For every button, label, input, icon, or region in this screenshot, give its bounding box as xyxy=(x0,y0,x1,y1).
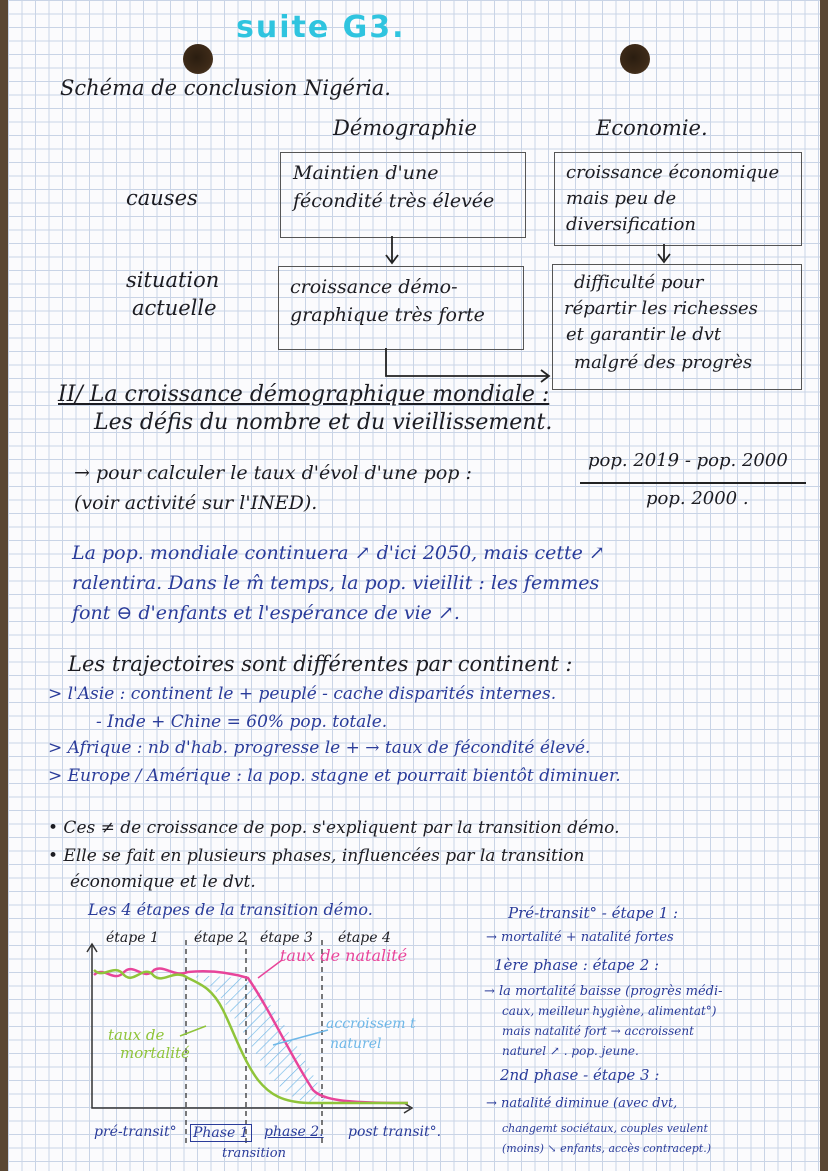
notebook-page xyxy=(8,0,820,1171)
death-rate-label-1: taux de xyxy=(108,1026,165,1044)
formula-denominator: pop. 2000 . xyxy=(646,488,749,509)
note-10: changemt sociétaux, couples veulent xyxy=(502,1122,708,1135)
death-pointer xyxy=(180,1026,206,1036)
eco-cause-line-1: croissance économique xyxy=(566,162,780,183)
page-header: suite G3. xyxy=(236,10,406,45)
eco-cause-line-3: diversification xyxy=(566,214,696,235)
bullet-2-continued: économique et le dvt. xyxy=(70,872,256,892)
trajectory-europe: > Europe / Amérique : la pop. stagne et pourrait bientôt diminuer. xyxy=(48,766,621,786)
trajectory-africa: > Afrique : nb d'hab. progresse le + → taux de fécondité élevé. xyxy=(48,738,591,758)
note-2: → mortalité + natalité fortes xyxy=(486,930,674,945)
eco-situation-line-4: malgré des progrès xyxy=(574,352,753,373)
eco-situation-line-1: difficulté pour xyxy=(574,272,704,293)
note-8: 2nd phase - étape 3 : xyxy=(500,1066,660,1084)
growth-label-1: accroissem t xyxy=(326,1016,416,1032)
bottom-label-post: post transit°. xyxy=(348,1124,442,1140)
eco-situation-line-3: et garantir le dvt xyxy=(566,324,722,345)
col-economy: Economie. xyxy=(596,116,708,140)
note-11: (moins) ↘ enfants, accès contracept.) xyxy=(502,1142,712,1155)
bottom-label-phase2: phase 2. xyxy=(264,1124,324,1140)
row-situation-2: actuelle xyxy=(132,296,217,320)
bottom-label-phase1: Phase 1 xyxy=(190,1124,252,1142)
demo-situation-line-1: croissance démo- xyxy=(290,276,458,298)
trajectory-asia: > l'Asie : continent le + peuplé - cache disparités internes. xyxy=(48,684,557,704)
note-3: 1ère phase : étape 2 : xyxy=(494,956,660,974)
birth-rate-label: taux de natalité xyxy=(280,946,408,965)
death-rate-label-2: mortalité xyxy=(120,1044,190,1062)
paragraph1-line-3: font ⊖ d'enfants et l'espérance de vie ↗. xyxy=(72,602,460,624)
transition-label: transition xyxy=(222,1146,286,1161)
formula-line-2: (voir activité sur l'INED). xyxy=(74,492,318,514)
formula-numerator: pop. 2019 - pop. 2000 xyxy=(588,450,788,471)
growth-label-2: naturel xyxy=(330,1036,382,1052)
stage-label-2: étape 2 xyxy=(194,930,247,946)
note-5: caux, meilleur hygiène, alimentat°) xyxy=(502,1004,717,1018)
row-situation-1: situation xyxy=(126,268,220,292)
stage-label-4: étape 4 xyxy=(338,930,391,946)
stage-label-1: étape 1 xyxy=(106,930,159,946)
section2-subtitle: Les défis du nombre et du vieillissement. xyxy=(94,410,553,435)
stage-label-3: étape 3 xyxy=(260,930,313,946)
note-4: → la mortalité baisse (progrès médi- xyxy=(484,984,723,999)
note-6: mais natalité fort → accroissent xyxy=(502,1024,694,1038)
paragraph1-line-1: La pop. mondiale continuera ↗ d'ici 2050, mais cette ↗ xyxy=(72,542,605,564)
note-1: Pré-transit° - étape 1 : xyxy=(508,904,679,922)
demo-situation-line-2: graphique très forte xyxy=(290,304,485,326)
col-demography: Démographie xyxy=(333,116,477,140)
note-9: → natalité diminue (avec dvt, xyxy=(486,1096,678,1111)
demo-cause-line-2: fécondité très élevée xyxy=(293,190,495,212)
paragraph1-line-2: ralentira. Dans le m̂ temps, la pop. vieillit : les femmes xyxy=(72,572,600,594)
eco-cause-line-2: mais peu de xyxy=(566,188,677,209)
eco-situation-line-2: répartir les richesses xyxy=(564,298,758,319)
bottom-label-pre: pré-transit° xyxy=(94,1124,177,1140)
bullet-2: • Elle se fait en plusieurs phases, influencées par la transition xyxy=(48,846,585,866)
birth-pointer xyxy=(258,960,282,978)
diagram-title: Les 4 étapes de la transition démo. xyxy=(88,900,373,919)
row-causes: causes xyxy=(126,186,198,210)
bullet-1: • Ces ≠ de croissance de pop. s'expliquent par la transition démo. xyxy=(48,818,620,838)
section2-title: II/ La croissance démographique mondiale : xyxy=(58,382,550,407)
formula-line-1: → pour calculer le taux d'évol d'une pop : xyxy=(74,462,472,484)
note-7: naturel ↗ . pop. jeune. xyxy=(502,1044,639,1058)
trajectory-india-china: - Inde + Chine = 60% pop. totale. xyxy=(96,712,388,732)
schema-title: Schéma de conclusion Nigéria. xyxy=(60,76,391,100)
trajectories-title: Les trajectoires sont différentes par continent : xyxy=(68,652,573,676)
demo-cause-line-1: Maintien d'une xyxy=(293,162,439,184)
